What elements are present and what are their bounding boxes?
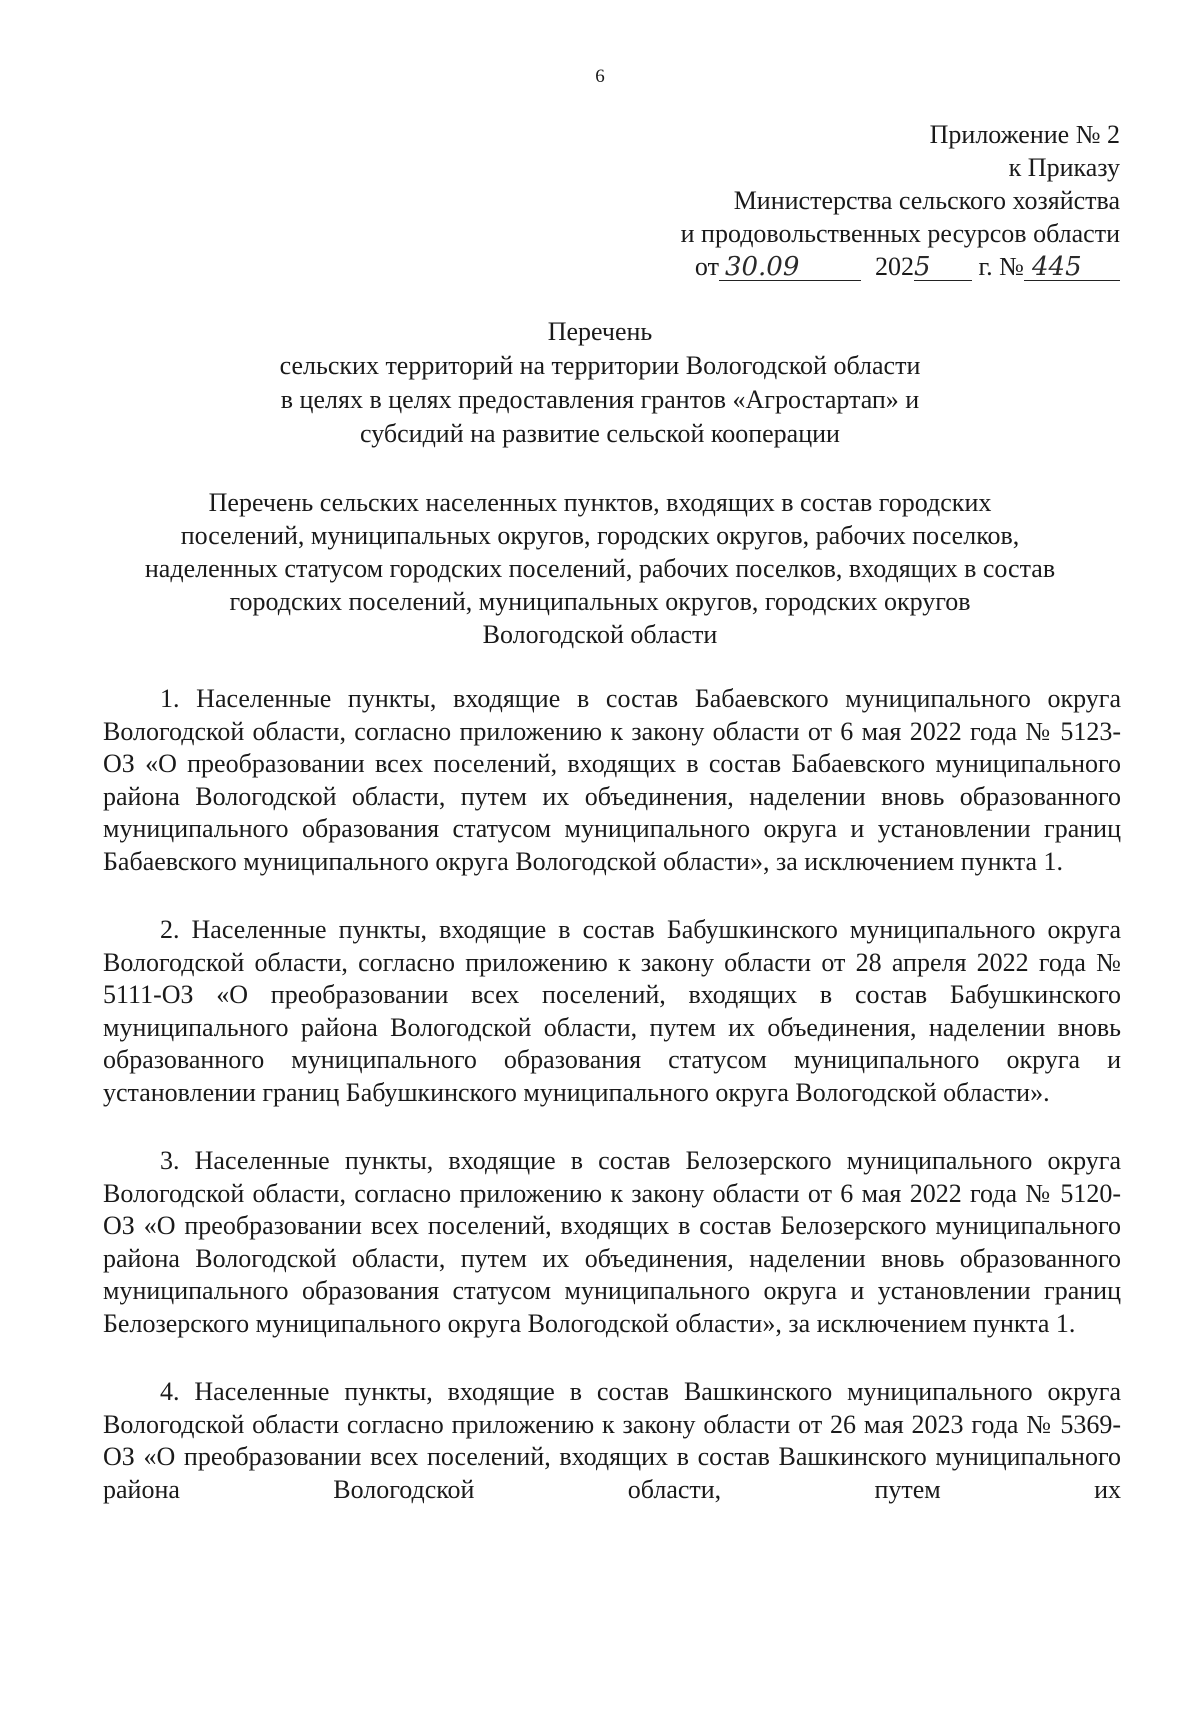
- page-number: 6: [595, 66, 605, 87]
- title-line-4: субсидий на развитие сельской кооперации: [360, 419, 840, 448]
- handwritten-date: 30.09: [719, 254, 861, 281]
- appendix-header: [681, 118, 1120, 283]
- list-item: 4. Населенные пункты, входящие в состав Вашкинского муниципального округа Вологодской области согласно приложению к закону области от 26 мая 2023 года № 5369-ОЗ «О преобразовании всех поселений, входящих в состав Вашкинского муниципального района Вологодской области, путем их: [103, 1377, 1121, 1504]
- subtitle-line-2: поселений, муниципальных округов, городских округов, рабочих поселков,: [180, 521, 1020, 550]
- subtitle-line-5: Вологодской области: [482, 620, 718, 649]
- list-item: 1. Населенные пункты, входящие в состав Бабаевского муниципального округа Вологодской области, согласно приложению к закону области от 6 мая 2022 года № 5123-ОЗ «О преобразовании всех поселений, входящих в состав Бабаевского муниципального района Вологодской области, путем их объединения, наделении вновь образованного муниципального образования статусом муниципального округа и установлении границ Бабаевского муниципального округа Вологодской области», за исключением пункта 1.: [103, 684, 1121, 876]
- subtitle-line-1: Перечень сельских населенных пунктов, входящих в состав городских: [208, 488, 992, 517]
- order-date-number-line: [681, 250, 1120, 283]
- appendix-title: Приложение № 2: [929, 120, 1120, 149]
- number-label: г. №: [978, 252, 1024, 281]
- year-prefix: 202: [874, 252, 914, 281]
- title-line-1: Перечень: [547, 317, 653, 346]
- document-title: [100, 315, 1100, 451]
- from-label: от: [694, 252, 719, 281]
- title-line-3: в целях в целях предоставления грантов «Агростартап» и: [280, 385, 920, 414]
- subtitle-line-3: наделенных статусом городских поселений, рабочих поселков, входящих в состав: [144, 554, 1056, 583]
- list-item: 3. Населенные пункты, входящие в состав Белозерского муниципального округа Вологодской области, согласно приложению к закону области от 6 мая 2022 года № 5120-ОЗ «О преобразовании всех поселений, входящих в состав Белозерского муниципального района Вологодской области, путем их объединения, наделении вновь образованного муниципального образования статусом муниципального округа и установлении границ Белозерского муниципального округа Вологодской области», за исключением пункта 1.: [103, 1146, 1121, 1338]
- list-item: 2. Населенные пункты, входящие в состав Бабушкинского муниципального округа Вологодской области, согласно приложению к закону области от 28 апреля 2022 года № 5111-ОЗ «О преобразовании всех поселений, входящих в состав Бабушкинского муниципального района Вологодской области, путем их объединения, наделении вновь образованного муниципального образования статусом муниципального округа и установлении границ Бабушкинского муниципального округа Вологодской области».: [103, 915, 1121, 1107]
- items-list: [103, 683, 1121, 1506]
- title-line-2: сельских территорий на территории Вологодской области: [279, 351, 921, 380]
- appendix-ministry: Министерства сельского хозяйства: [733, 186, 1120, 215]
- appendix-order-ref: к Приказу: [1008, 153, 1120, 182]
- appendix-ministry-cont: и продовольственных ресурсов области: [680, 219, 1120, 248]
- document-subtitle: [100, 486, 1100, 651]
- subtitle-line-4: городских поселений, муниципальных округов, городских округов: [229, 587, 971, 616]
- handwritten-year: 5: [914, 254, 972, 281]
- handwritten-number: 445: [1024, 254, 1120, 281]
